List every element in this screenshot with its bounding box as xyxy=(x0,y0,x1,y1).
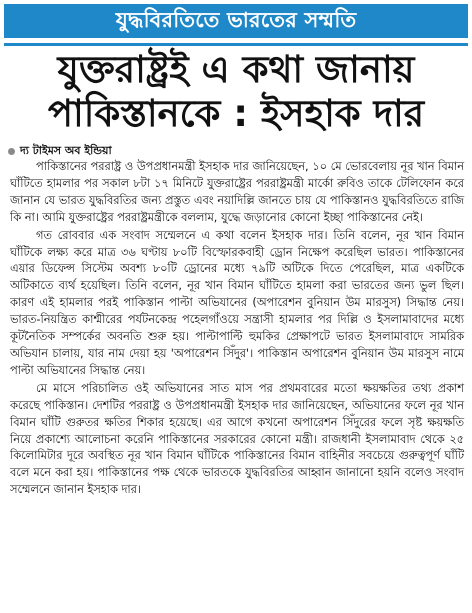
byline xyxy=(8,143,112,159)
article-paragraph: গত রোববার এক সংবাদ সম্মেলনে এ কথা বলেন ইসহাক দার। তিনি বলেন, নূর খান বিমান ঘাঁটিকে লক্ষ্য করে মাত্র ৩৬ ঘণ্টায় ৮০টি বিস্ফোরকবাহী ড্রোন নিক্ষেপ করেছিল ভারত। পাকিস্তানের এয়ার ডিফেন্স সিস্টেম অবশ্য ৮০টি ড্রোনের মধ্যে ৭৯টি অটিকে দিতে পেরেছিল, মাত্র একটিকে অটিকাতে ব্যর্থ হয়েছিল। তিনি বলেন, নূর খান বিমান ঘাঁটিতে হামলা করা ভারতের জন্য ভুল ছিল। কারণ এই হামলার পরই পাকিস্তান পাল্টা অভিযানের (অপারেশন বুনিয়ান উম মারসুস) সিদ্ধান্ত নেয়। ভারত-নিয়ন্ত্রিত কাশ্মীরের পর্যটনকেন্দ্র পহেলগাঁওয়ে সন্ত্রাসী হামলার পর দিল্লি ও ইসলামাবাদের মধ্যে কূটনৈতিক সম্পর্কের অবনতি শুরু হয়। পাল্টাপাল্টি হুমকির প্রেক্ষাপটে ভারত ইসলামাবাদে সামরিক অভিযান চালায়, যার নাম দেয়া হয় 'অপারেশন সিঁদুর'। পাকিস্তান অপারেশন বুনিয়ান উম মারসুস নামে পাল্টা অভিযানের সিদ্ধান্ত নেয়। xyxy=(10,228,464,377)
bullet-icon xyxy=(8,148,15,155)
top-rule xyxy=(4,43,468,46)
article-paragraph: পাকিস্তানের পররাষ্ট্র ও উপপ্রধানমন্ত্রী ইসহাক দার জানিয়েছেন, ১০ মে ভোরবেলায় নূর খান বিমান ঘাঁটিতে হামলার পর সকাল ৮টা ১৭ মিনিটে যুক্তরাষ্ট্রের পররাষ্ট্রমন্ত্রী মার্কো রুবিও তাকে টেলিফোন করে জানান যে ভারত যুদ্ধবিরতির জন্য প্রস্তুত এবং নয়াদিল্লি জানতে চায় যে পাকিস্তানও যুদ্ধবিরতিতে রাজি কি না। আমি যুক্তরাষ্ট্রের পররাষ্ট্রমন্ত্রীকে বললাম, যুদ্ধে জড়ানোর কোনো ইচ্ছা পাকিস্তানের নেই। xyxy=(10,160,464,224)
byline-source: দ্য টাইমস অব ইন্ডিয়া xyxy=(20,143,112,157)
kicker-banner: যুদ্ধবিরতিতে ভারতের সম্মতি xyxy=(4,4,468,38)
headline-line-1: যুক্তরাষ্ট্রই এ কথা জানায় xyxy=(57,48,415,91)
article-body xyxy=(10,159,464,499)
article-paragraph: মে মাসে পরিচালিত ওই অভিযানের সাত মাস পর প্রথমবারের মতো ক্ষয়ক্ষতির তথ্য প্রকাশ করেছে পাকিস্তান। দেশটির পররাষ্ট্র ও উপপ্রধানমন্ত্রী ইসহাক দার জানিয়েছেন, অভিযানের ফলে নূর খান বিমান ঘাঁটি গুরুতর ক্ষতির শিকার হয়েছে। এর আগে কখনো অপারেশন সিঁদুরের ফলে সৃষ্ট ক্ষয়ক্ষতি নিয়ে প্রকাশ্যে আলোচনা করেনি পাকিস্তানের সরকারের কোনো মন্ত্রী। রাজধানী ইসলামাবাদ থেকে ২৫ কিলোমিটার দূরে অবস্থিত নূর খান বিমান ঘাঁটিকে পাকিস্তানের বিমান বাহিনীর সবচেয়ে গুরুত্বপূর্ণ ঘাঁটি বলে মনে করা হয়। পাকিস্তানের পক্ষ থেকে ভারতকে যুদ্ধবিরতির আহ্বান জানানো হয়নি বলেও সংবাদ সম্মেলনে জানান ইসহাক দার। xyxy=(10,381,464,497)
headline-line-2: পাকিস্তানকে : ইসহাক দার xyxy=(47,92,425,135)
